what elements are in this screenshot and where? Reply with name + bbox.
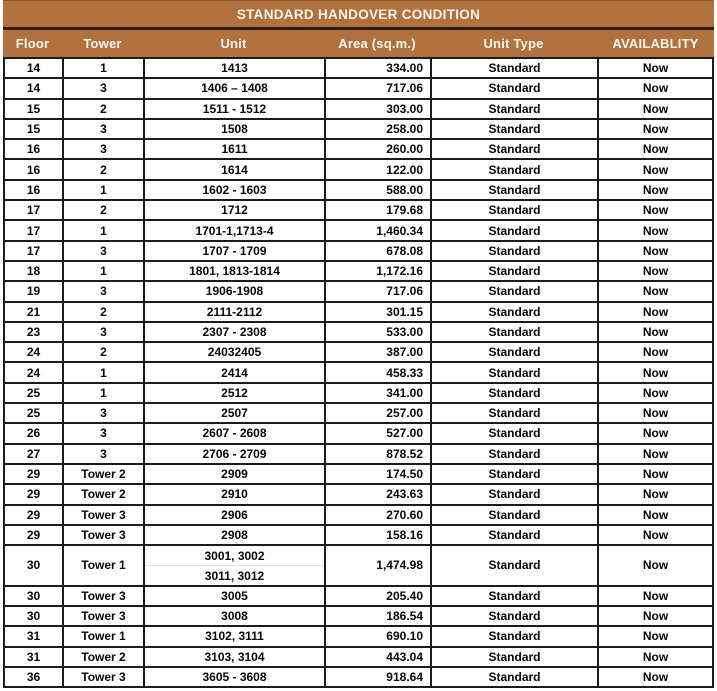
cell-unit-type: Standard xyxy=(430,343,597,361)
cell-unit: 2507 xyxy=(143,404,324,422)
cell-unit-type: Standard xyxy=(430,404,597,422)
cell-availability: Now xyxy=(597,100,712,118)
cell-area: 303.00 xyxy=(324,100,430,118)
table-row xyxy=(5,79,712,99)
cell-unit-type: Standard xyxy=(430,160,597,178)
cell-unit: 3005 xyxy=(143,587,324,605)
cell-availability: Now xyxy=(597,465,712,483)
cell-availability: Now xyxy=(597,404,712,422)
cell-area: 257.00 xyxy=(324,404,430,422)
cell-unit-type: Standard xyxy=(430,445,597,463)
cell-availability: Now xyxy=(597,59,712,77)
cell-availability: Now xyxy=(597,648,712,666)
cell-floor: 36 xyxy=(26,670,41,685)
cell-tower: 1 xyxy=(62,384,143,402)
handover-table xyxy=(3,0,714,688)
cell-availability: Now xyxy=(597,120,712,138)
cell-area: 1,460.34 xyxy=(324,221,430,239)
cell-unit-type: Standard xyxy=(430,201,597,219)
table-row xyxy=(5,445,712,465)
cell-area: 533.00 xyxy=(324,323,430,341)
cell-floor: 21 xyxy=(26,304,41,319)
cell-unit-type: Standard xyxy=(430,242,597,260)
cell-area: 878.52 xyxy=(324,445,430,463)
cell-unit: 2706 - 2709 xyxy=(143,445,324,463)
cell-area: 270.60 xyxy=(324,506,430,524)
cell-tower: Tower 1 xyxy=(62,546,143,585)
table-row xyxy=(5,506,712,526)
table-row xyxy=(5,587,712,607)
cell-floor: 25 xyxy=(26,385,41,400)
cell-availability: Now xyxy=(597,282,712,300)
cell-availability: Now xyxy=(597,160,712,178)
column-header-floor: Floor xyxy=(15,36,50,51)
cell-unit-type: Standard xyxy=(430,506,597,524)
cell-unit: 1406 – 1408 xyxy=(143,79,324,97)
cell-area: 458.33 xyxy=(324,363,430,381)
cell-floor: 24 xyxy=(26,345,41,360)
cell-area: 258.00 xyxy=(324,120,430,138)
cell-unit-type: Standard xyxy=(430,303,597,321)
cell-tower: Tower 3 xyxy=(62,506,143,524)
cell-unit-type: Standard xyxy=(430,485,597,503)
unit-line: 3001, 3002 xyxy=(204,548,265,563)
cell-tower: 3 xyxy=(62,282,143,300)
table-row xyxy=(5,140,712,160)
cell-area: 918.64 xyxy=(324,668,430,686)
cell-unit: 3103, 3104 xyxy=(143,648,324,666)
cell-tower: Tower 3 xyxy=(62,526,143,544)
cell-floor: 25 xyxy=(26,406,41,421)
cell-area: 387.00 xyxy=(324,343,430,361)
table-row xyxy=(5,160,712,180)
cell-tower: Tower 2 xyxy=(62,465,143,483)
table-row xyxy=(5,607,712,627)
cell-floor: 29 xyxy=(26,487,41,502)
cell-area: 443.04 xyxy=(324,648,430,666)
cell-availability: Now xyxy=(597,140,712,158)
cell-tower: 1 xyxy=(62,363,143,381)
cell-floor: 29 xyxy=(26,467,41,482)
cell-unit: 1611 xyxy=(143,140,324,158)
cell-unit: 2607 - 2608 xyxy=(143,424,324,442)
cell-unit-type: Standard xyxy=(430,262,597,280)
table-row xyxy=(5,465,712,485)
cell-availability: Now xyxy=(597,668,712,686)
table-row xyxy=(5,120,712,140)
cell-floor: 30 xyxy=(26,558,41,573)
cell-area: 341.00 xyxy=(324,384,430,402)
table-row xyxy=(5,59,712,79)
cell-floor: 23 xyxy=(26,325,41,339)
cell-tower: Tower 2 xyxy=(62,648,143,666)
cell-unit: 2414 xyxy=(143,363,324,381)
table-row xyxy=(5,363,712,383)
column-header-availability: AVAILABLITY xyxy=(612,36,699,51)
cell-availability: Now xyxy=(597,201,712,219)
cell-tower: 3 xyxy=(62,445,143,463)
cell-availability: Now xyxy=(597,485,712,503)
cell-unit-type: Standard xyxy=(430,526,597,544)
cell-availability: Now xyxy=(597,323,712,341)
cell-tower: 1 xyxy=(62,221,143,239)
cell-unit: 1801, 1813-1814 xyxy=(143,262,324,280)
cell-unit-type: Standard xyxy=(430,668,597,686)
column-header-tower: Tower xyxy=(83,36,122,51)
cell-availability: Now xyxy=(597,384,712,402)
cell-unit: 3008 xyxy=(143,607,324,625)
cell-availability: Now xyxy=(597,587,712,605)
cell-unit: 2909 xyxy=(143,465,324,483)
table-row xyxy=(5,384,712,404)
cell-unit-type: Standard xyxy=(430,607,597,625)
cell-availability: Now xyxy=(597,607,712,625)
cell-availability: Now xyxy=(597,445,712,463)
cell-area: 174.50 xyxy=(324,465,430,483)
cell-tower: Tower 1 xyxy=(62,627,143,645)
cell-tower: 3 xyxy=(62,242,143,260)
table-row xyxy=(5,648,712,668)
cell-unit: 2111-2112 xyxy=(143,303,324,321)
cell-unit: 24032405 xyxy=(143,343,324,361)
table-row xyxy=(5,282,712,302)
cell-availability: Now xyxy=(597,262,712,280)
cell-tower: 2 xyxy=(62,201,143,219)
cell-floor: 31 xyxy=(26,629,41,644)
cell-unit: 3102, 3111 xyxy=(143,627,324,645)
table-row xyxy=(5,668,712,688)
cell-area: 678.08 xyxy=(324,242,430,260)
cell-tower: 3 xyxy=(62,120,143,138)
table-row xyxy=(5,404,712,424)
cell-availability: Now xyxy=(597,303,712,321)
cell-unit-type: Standard xyxy=(430,363,597,381)
cell-availability: Now xyxy=(597,526,712,544)
column-header-row xyxy=(3,30,714,59)
table-row xyxy=(5,201,712,221)
cell-area: 334.00 xyxy=(324,59,430,77)
cell-tower: 1 xyxy=(62,59,143,77)
cell-unit: 1511 - 1512 xyxy=(143,100,324,118)
cell-unit-type: Standard xyxy=(430,627,597,645)
cell-floor: 17 xyxy=(26,243,41,258)
table-row xyxy=(5,181,712,201)
cell-area: 1,172.16 xyxy=(324,262,430,280)
cell-unit-type: Standard xyxy=(430,546,597,585)
cell-floor: 29 xyxy=(26,507,41,522)
cell-tower: 2 xyxy=(62,343,143,361)
cell-tower: 3 xyxy=(62,323,143,341)
cell-area: 301.15 xyxy=(324,303,430,321)
cell-unit: 1906-1908 xyxy=(143,282,324,300)
cell-unit-type: Standard xyxy=(430,424,597,442)
cell-unit-type: Standard xyxy=(430,323,597,341)
cell-area: 527.00 xyxy=(324,424,430,442)
table-row xyxy=(5,303,712,323)
cell-unit-type: Standard xyxy=(430,587,597,605)
cell-floor: 30 xyxy=(26,588,41,603)
cell-floor: 14 xyxy=(26,61,41,76)
unit-line: 3011, 3012 xyxy=(145,565,324,584)
table-body xyxy=(3,59,714,688)
table-row xyxy=(5,100,712,120)
cell-floor: 29 xyxy=(26,527,41,542)
cell-availability: Now xyxy=(597,627,712,645)
table-title: STANDARD HANDOVER CONDITION xyxy=(236,6,481,22)
cell-area: 158.16 xyxy=(324,526,430,544)
cell-floor: 16 xyxy=(26,182,41,197)
cell-tower: 2 xyxy=(62,303,143,321)
table-row xyxy=(5,221,712,241)
cell-tower: 1 xyxy=(62,181,143,199)
cell-area: 122.00 xyxy=(324,160,430,178)
cell-unit: 1614 xyxy=(143,160,324,178)
cell-availability: Now xyxy=(597,343,712,361)
cell-unit-type: Standard xyxy=(430,59,597,77)
cell-unit: 1712 xyxy=(143,201,324,219)
cell-unit: 1707 - 1709 xyxy=(143,242,324,260)
cell-availability: Now xyxy=(597,506,712,524)
cell-unit xyxy=(143,546,324,585)
cell-floor: 26 xyxy=(26,426,41,441)
cell-floor: 30 xyxy=(26,609,41,624)
cell-unit-type: Standard xyxy=(430,181,597,199)
cell-tower: 3 xyxy=(62,404,143,422)
cell-tower: 3 xyxy=(62,79,143,97)
cell-tower: Tower 3 xyxy=(62,607,143,625)
cell-floor: 14 xyxy=(26,81,41,96)
cell-area: 717.06 xyxy=(324,282,430,300)
cell-availability: Now xyxy=(597,221,712,239)
cell-unit: 1701-1,1713-4 xyxy=(143,221,324,239)
cell-area: 205.40 xyxy=(324,587,430,605)
table-row xyxy=(5,262,712,282)
column-header-area: Area (sq.m.) xyxy=(338,36,416,51)
table-title-bar xyxy=(3,0,714,27)
cell-tower: 3 xyxy=(62,140,143,158)
cell-tower: Tower 3 xyxy=(62,587,143,605)
cell-availability: Now xyxy=(597,546,712,585)
cell-area: 1,474.98 xyxy=(324,546,430,585)
cell-unit-type: Standard xyxy=(430,120,597,138)
cell-floor: 15 xyxy=(26,101,41,116)
cell-floor: 31 xyxy=(26,649,41,664)
cell-floor: 18 xyxy=(26,264,41,279)
cell-area: 186.54 xyxy=(324,607,430,625)
cell-floor: 27 xyxy=(26,446,41,461)
cell-unit-type: Standard xyxy=(430,100,597,118)
cell-area: 260.00 xyxy=(324,140,430,158)
cell-unit: 1413 xyxy=(143,59,324,77)
cell-floor: 16 xyxy=(26,142,41,157)
cell-availability: Now xyxy=(597,363,712,381)
cell-unit: 3605 - 3608 xyxy=(143,668,324,686)
table-row xyxy=(5,343,712,363)
cell-tower: 2 xyxy=(62,100,143,118)
cell-area: 179.68 xyxy=(324,201,430,219)
cell-availability: Now xyxy=(597,242,712,260)
table-row xyxy=(5,627,712,647)
cell-availability: Now xyxy=(597,79,712,97)
cell-floor: 15 xyxy=(26,122,41,137)
cell-area: 243.63 xyxy=(324,485,430,503)
cell-unit: 1602 - 1603 xyxy=(143,181,324,199)
cell-availability: Now xyxy=(597,424,712,442)
cell-area: 717.06 xyxy=(324,79,430,97)
cell-unit-type: Standard xyxy=(430,282,597,300)
cell-tower: 3 xyxy=(62,424,143,442)
cell-unit: 2307 - 2308 xyxy=(143,323,324,341)
cell-floor: 24 xyxy=(26,365,41,380)
cell-unit: 2906 xyxy=(143,506,324,524)
cell-tower: Tower 3 xyxy=(62,668,143,686)
cell-unit: 2908 xyxy=(143,526,324,544)
cell-area: 690.10 xyxy=(324,627,430,645)
cell-floor: 16 xyxy=(26,162,41,177)
table-row xyxy=(5,546,712,587)
cell-unit-type: Standard xyxy=(430,221,597,239)
cell-unit: 2910 xyxy=(143,485,324,503)
cell-unit: 1508 xyxy=(143,120,324,138)
cell-tower: 1 xyxy=(62,262,143,280)
cell-floor: 19 xyxy=(26,284,41,299)
table-row xyxy=(5,424,712,444)
table-row xyxy=(5,323,712,343)
cell-floor: 17 xyxy=(26,223,41,238)
column-header-unit: Unit xyxy=(220,36,247,51)
column-header-unit-type: Unit Type xyxy=(483,36,544,51)
cell-floor: 17 xyxy=(26,203,41,218)
cell-unit-type: Standard xyxy=(430,465,597,483)
cell-area: 588.00 xyxy=(324,181,430,199)
cell-unit-type: Standard xyxy=(430,384,597,402)
cell-unit-type: Standard xyxy=(430,140,597,158)
table-row xyxy=(5,526,712,546)
cell-availability: Now xyxy=(597,181,712,199)
cell-tower: Tower 2 xyxy=(62,485,143,503)
cell-unit-type: Standard xyxy=(430,648,597,666)
table-row xyxy=(5,485,712,505)
cell-unit-type: Standard xyxy=(430,79,597,97)
cell-unit: 2512 xyxy=(143,384,324,402)
table-row xyxy=(5,242,712,262)
cell-tower: 2 xyxy=(62,160,143,178)
